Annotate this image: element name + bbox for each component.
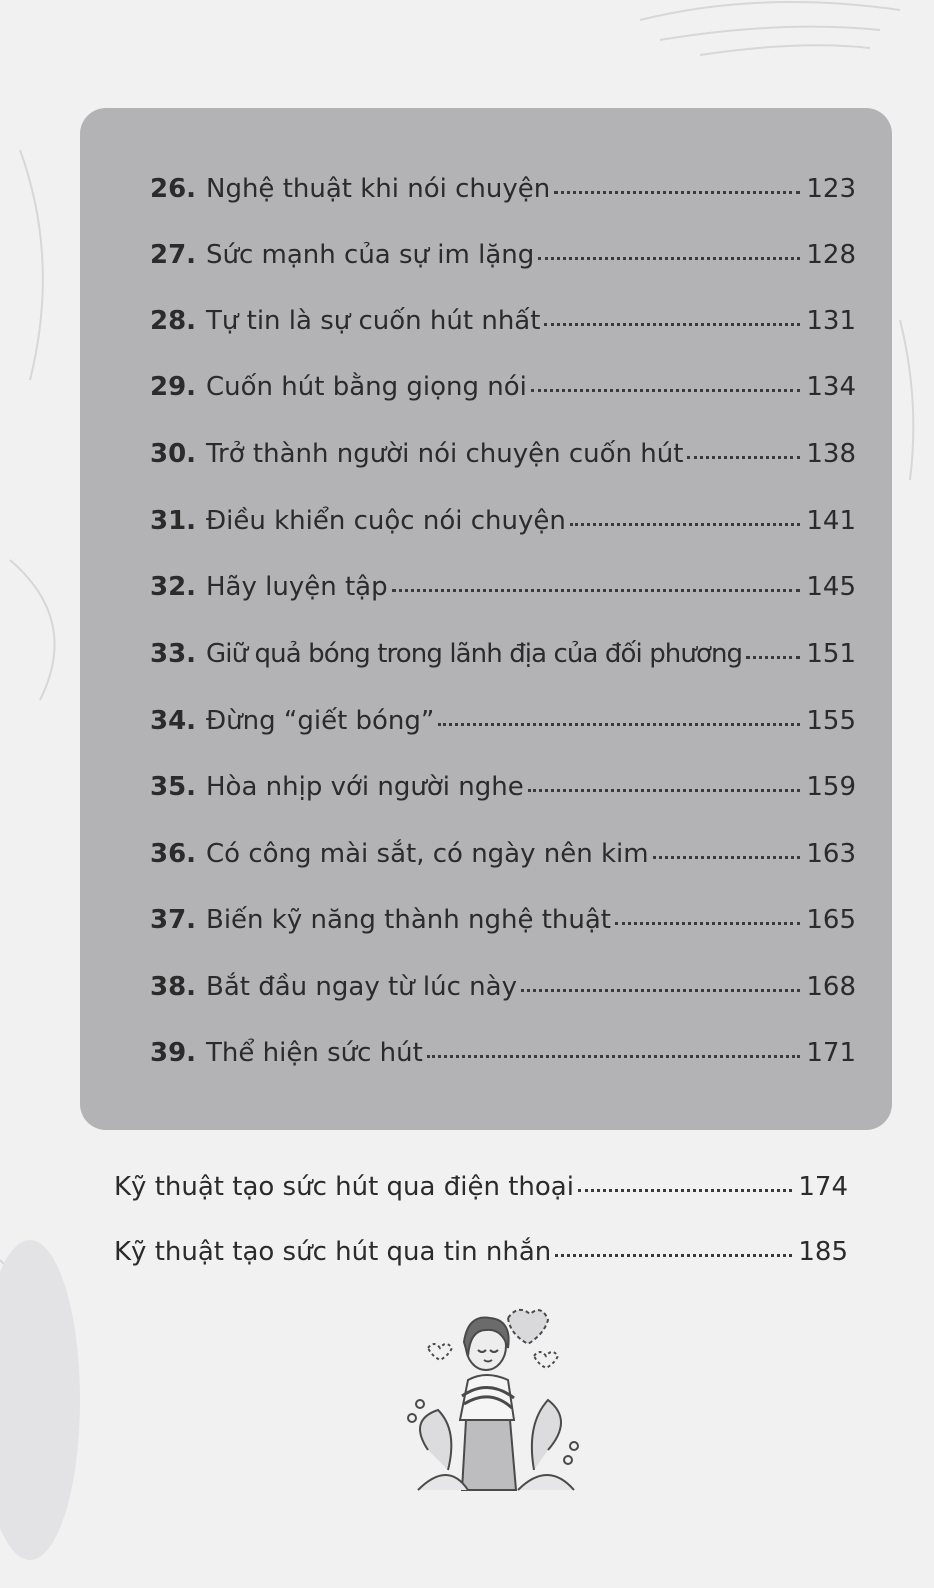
toc-entry-number: 34. bbox=[150, 706, 197, 736]
toc-leader-dots bbox=[392, 588, 801, 592]
toc-entry[interactable] bbox=[150, 570, 856, 604]
toc-extra-title: Kỹ thuật tạo sức hút qua tin nhắn bbox=[114, 1237, 552, 1267]
toc-entry-number: 32. bbox=[150, 572, 197, 602]
toc-entry-title: Nghệ thuật khi nói chuyện bbox=[206, 174, 551, 204]
toc-entry-title: Biến kỹ năng thành nghệ thuật bbox=[206, 905, 611, 935]
toc-entry-page: 123 bbox=[806, 174, 856, 204]
toc-extra-page: 174 bbox=[798, 1172, 848, 1202]
toc-leader-dots bbox=[578, 1188, 792, 1192]
toc-entry[interactable] bbox=[150, 770, 856, 804]
toc-entry[interactable] bbox=[150, 903, 856, 937]
toc-entry-title: Cuốn hút bằng giọng nói bbox=[206, 372, 527, 402]
toc-entry-number: 27. bbox=[150, 240, 197, 270]
toc-entry[interactable] bbox=[150, 837, 856, 871]
toc-leader-dots bbox=[531, 388, 800, 392]
toc-entry-page: 165 bbox=[806, 905, 856, 935]
toc-entry-title: Hòa nhịp với người nghe bbox=[206, 772, 524, 802]
toc-entry-title: Giữ quả bóng trong lãnh địa của đối phương bbox=[206, 639, 743, 669]
toc-entry[interactable] bbox=[150, 704, 856, 738]
toc-leader-dots bbox=[521, 988, 800, 992]
toc-entry-page: 131 bbox=[806, 306, 856, 336]
toc-entry-title: Đừng “giết bóng” bbox=[206, 706, 435, 736]
toc-entry[interactable] bbox=[150, 637, 856, 671]
toc-leader-dots bbox=[427, 1054, 801, 1058]
toc-entry-page: 159 bbox=[806, 772, 856, 802]
toc-entry-number: 37. bbox=[150, 905, 197, 935]
toc-leader-dots bbox=[555, 1253, 792, 1257]
toc-extra-page: 185 bbox=[798, 1237, 848, 1267]
toc-panel bbox=[80, 108, 892, 1130]
toc-entry-title: Có công mài sắt, có ngày nên kim bbox=[206, 839, 649, 869]
toc-entry[interactable] bbox=[150, 172, 856, 206]
toc-entry-number: 38. bbox=[150, 972, 197, 1002]
toc-entry-page: 168 bbox=[806, 972, 856, 1002]
toc-leader-dots bbox=[438, 722, 800, 726]
toc-entry-number: 26. bbox=[150, 174, 197, 204]
toc-entry-number: 29. bbox=[150, 372, 197, 402]
toc-entry-page: 138 bbox=[806, 439, 856, 469]
toc-entry-title: Thể hiện sức hút bbox=[206, 1038, 423, 1068]
toc-entry-page: 155 bbox=[806, 706, 856, 736]
toc-entry-page: 171 bbox=[806, 1038, 856, 1068]
toc-entry[interactable] bbox=[150, 370, 856, 404]
toc-entry-number: 30. bbox=[150, 439, 197, 469]
toc-entry-number: 35. bbox=[150, 772, 197, 802]
toc-entry-page: 151 bbox=[806, 639, 856, 669]
toc-entry-title: Tự tin là sự cuốn hút nhất bbox=[206, 306, 541, 336]
toc-leader-dots bbox=[653, 855, 801, 859]
toc-entry-page: 134 bbox=[806, 372, 856, 402]
toc-entry-page: 128 bbox=[806, 240, 856, 270]
toc-leader-dots bbox=[528, 788, 801, 792]
toc-entry[interactable] bbox=[150, 437, 856, 471]
toc-entry-number: 28. bbox=[150, 306, 197, 336]
toc-entry[interactable] bbox=[150, 1036, 856, 1070]
toc-leader-dots bbox=[544, 322, 800, 326]
toc-entry-number: 31. bbox=[150, 506, 197, 536]
toc-entry-page: 141 bbox=[806, 506, 856, 536]
toc-entry-number: 39. bbox=[150, 1038, 197, 1068]
toc-extra-entry[interactable] bbox=[114, 1170, 848, 1204]
toc-leader-dots bbox=[615, 921, 800, 925]
toc-leader-dots bbox=[570, 522, 801, 526]
toc-entry[interactable] bbox=[150, 304, 856, 338]
toc-entry-page: 163 bbox=[806, 839, 856, 869]
toc-entry-title: Trở thành người nói chuyện cuốn hút bbox=[206, 439, 684, 469]
toc-leader-dots bbox=[687, 455, 800, 459]
toc-extra-entry[interactable] bbox=[114, 1235, 848, 1269]
toc-entry[interactable] bbox=[150, 970, 856, 1004]
toc-extra-title: Kỹ thuật tạo sức hút qua điện thoại bbox=[114, 1172, 574, 1202]
toc-entry-title: Sức mạnh của sự im lặng bbox=[206, 240, 535, 270]
toc-entry-page: 145 bbox=[806, 572, 856, 602]
toc-entry-title: Điều khiển cuộc nói chuyện bbox=[206, 506, 566, 536]
toc-entry[interactable] bbox=[150, 238, 856, 272]
toc-leader-dots bbox=[554, 190, 800, 194]
toc-entry[interactable] bbox=[150, 504, 856, 538]
toc-leader-dots bbox=[538, 256, 800, 260]
toc-entry-title: Hãy luyện tập bbox=[206, 572, 388, 602]
toc-entry-number: 36. bbox=[150, 839, 197, 869]
toc-leader-dots bbox=[746, 655, 800, 659]
toc-entry-title: Bắt đầu ngay từ lúc này bbox=[206, 972, 517, 1002]
toc-entry-number: 33. bbox=[150, 639, 197, 669]
woman-illustration-icon bbox=[398, 1300, 588, 1500]
